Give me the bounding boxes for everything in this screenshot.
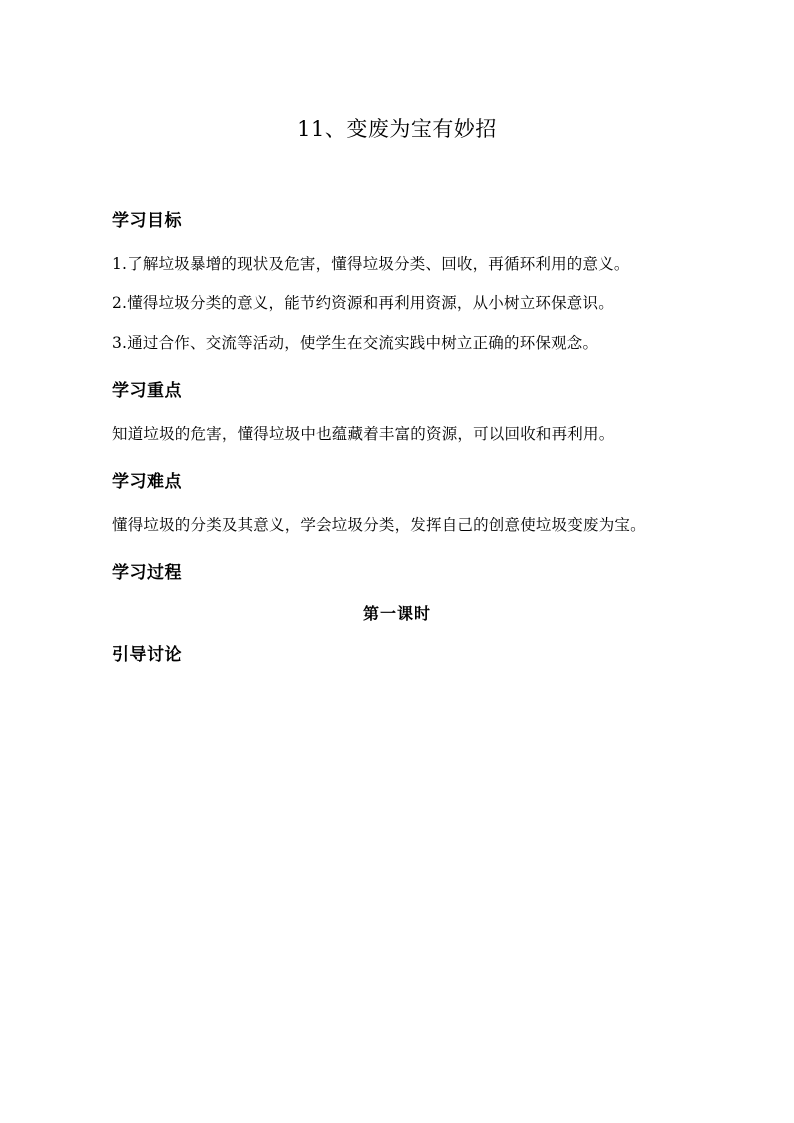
section-learning-process: [112, 560, 682, 587]
learning-goals-list: [112, 249, 682, 360]
section-heading-learning-process: 学习过程: [112, 562, 182, 583]
lesson-label: 第一课时: [362, 604, 431, 624]
subsection-heading-discussion: 引导讨论: [112, 645, 182, 666]
page-title: 11、变废为宝有妙招: [297, 117, 497, 141]
section-difficult-points: [112, 469, 682, 542]
difficult-points-text: 懂得垃圾的分类及其意义，学会垃圾分类，发挥自己的创意使垃圾变废为宝。: [112, 516, 646, 535]
learning-goal-item-1: 1.了解垃圾暴增的现状及危害，懂得垃圾分类、回收，再循环利用的意义。: [112, 254, 630, 273]
section-heading-learning-goals: 学习目标: [112, 210, 182, 231]
section-key-points: [112, 378, 682, 451]
learning-goal-item-3: 3.通过合作、交流等活动，使学生在交流实践中树立正确的环保观念。: [112, 334, 599, 353]
key-points-text: 知道垃圾的危害，懂得垃圾中也蕴藏着丰富的资源，可以回收和再利用。: [112, 425, 615, 444]
section-heading-key-points: 学习重点: [112, 380, 182, 401]
title-spacer: [112, 146, 682, 208]
learning-goal-item-2: 2.懂得垃圾分类的意义，能节约资源和再利用资源，从小树立环保意识。: [112, 294, 614, 313]
section-learning-goals: [112, 208, 682, 360]
section-heading-difficult-points: 学习难点: [112, 471, 182, 492]
